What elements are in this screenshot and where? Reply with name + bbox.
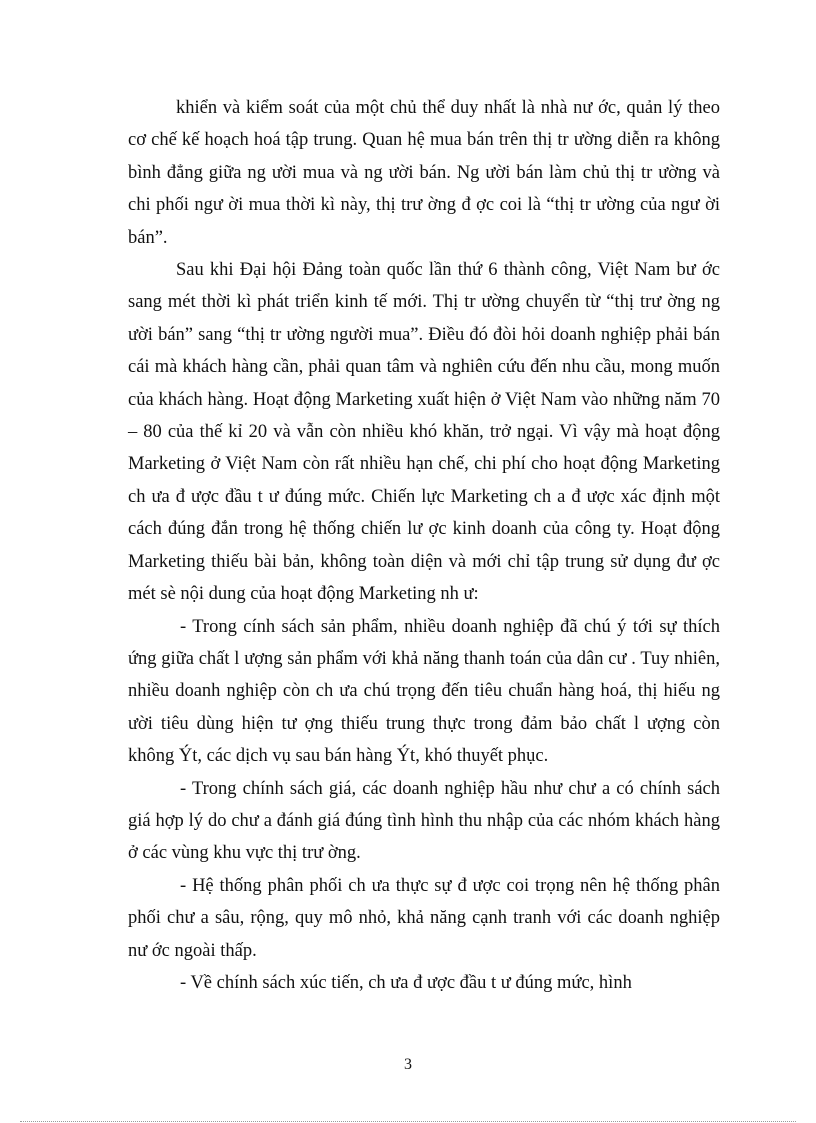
bullet-paragraph: - Hệ thống phân phối ch ưa thực sự đ ược coi trọng nên hệ thống phân phối chư a sâu, rộng, quy mô nhỏ, khả năng cạnh tranh với các doanh nghiệp nư ớc ngoài thấp. (128, 875, 720, 961)
page-bottom-divider (20, 1121, 796, 1122)
body-text (128, 92, 720, 999)
bullet-paragraph: - Trong chính sách giá, các doanh nghiệp hầu như chư a có chính sách giá hợp lý do chư a đánh giá đúng tình hình thu nhập của các nhóm khách hàng ở các vùng khu vực thị trư ờng. (128, 778, 720, 864)
page-number: 3 (404, 1056, 412, 1073)
paragraph: khiển và kiểm soát của một chủ thể duy nhất là nhà nư ớc, quản lý theo cơ chế kế hoạch hoá tập trung. Quan hệ mua bán trên thị tr ường diễn ra không bình đẳng giữa ng ười mua và ng ười bán. Ng ười bán làm chủ thị tr ường và chi phối ngư ời mua thời kì này, thị trư ờng đ ợc coi là “thị tr ường của ngư ời bán”. (128, 98, 720, 248)
bullet-paragraph: - Trong cính sách sản phẩm, nhiều doanh nghiệp đã chú ý tới sự thích ứng giữa chất l ượng sản phẩm với khả năng thanh toán của dân cư . Tuy nhiên, nhiều doanh nghiệp còn ch ưa chú trọng đến tiêu chuẩn hàng hoá, thị hiếu ng ười tiêu dùng hiện tư ợng thiếu trung thực trong đảm bảo chất l ượng còn không Ýt, các dịch vụ sau bán hàng Ýt, khó thuyết phục. (128, 616, 720, 767)
paragraph: Sau khi Đại hội Đảng toàn quốc lần thứ 6 thành công, Việt Nam bư ớc sang mét thời kì phát triển kinh tế mới. Thị tr ường chuyển từ “thị trư ờng ng ười bán” sang “thị tr ường người mua”. Điều đó đòi hỏi doanh nghiệp phải bán cái mà khách hàng cần, phải quan tâm và nghiên cứu đến nhu cầu, mong muốn của khách hàng. Hoạt động Marketing xuất hiện ở Việt Nam vào những năm 70 – 80 của thế kỉ 20 và vẫn còn nhiều khó khăn, trở ngại. Vì vậy mà hoạt động Marketing ở Việt Nam còn rất nhiều hạn chế, chi phí cho hoạt động Marketing ch ưa đ ược đầu t ư đúng mức. Chiến lực Marketing ch a đ ược xác định một cách đúng đắn trong hệ thống chiến lư ợc kinh doanh của công ty. Hoạt động Marketing thiếu bài bản, không toàn diện và mới chỉ tập trung sử dụng đư ợc mét sè nội dung của hoạt động Marketing nh ư: (128, 260, 720, 605)
bullet-paragraph: - Về chính sách xúc tiến, ch ưa đ ược đầu t ư đúng mức, hình (180, 972, 632, 993)
